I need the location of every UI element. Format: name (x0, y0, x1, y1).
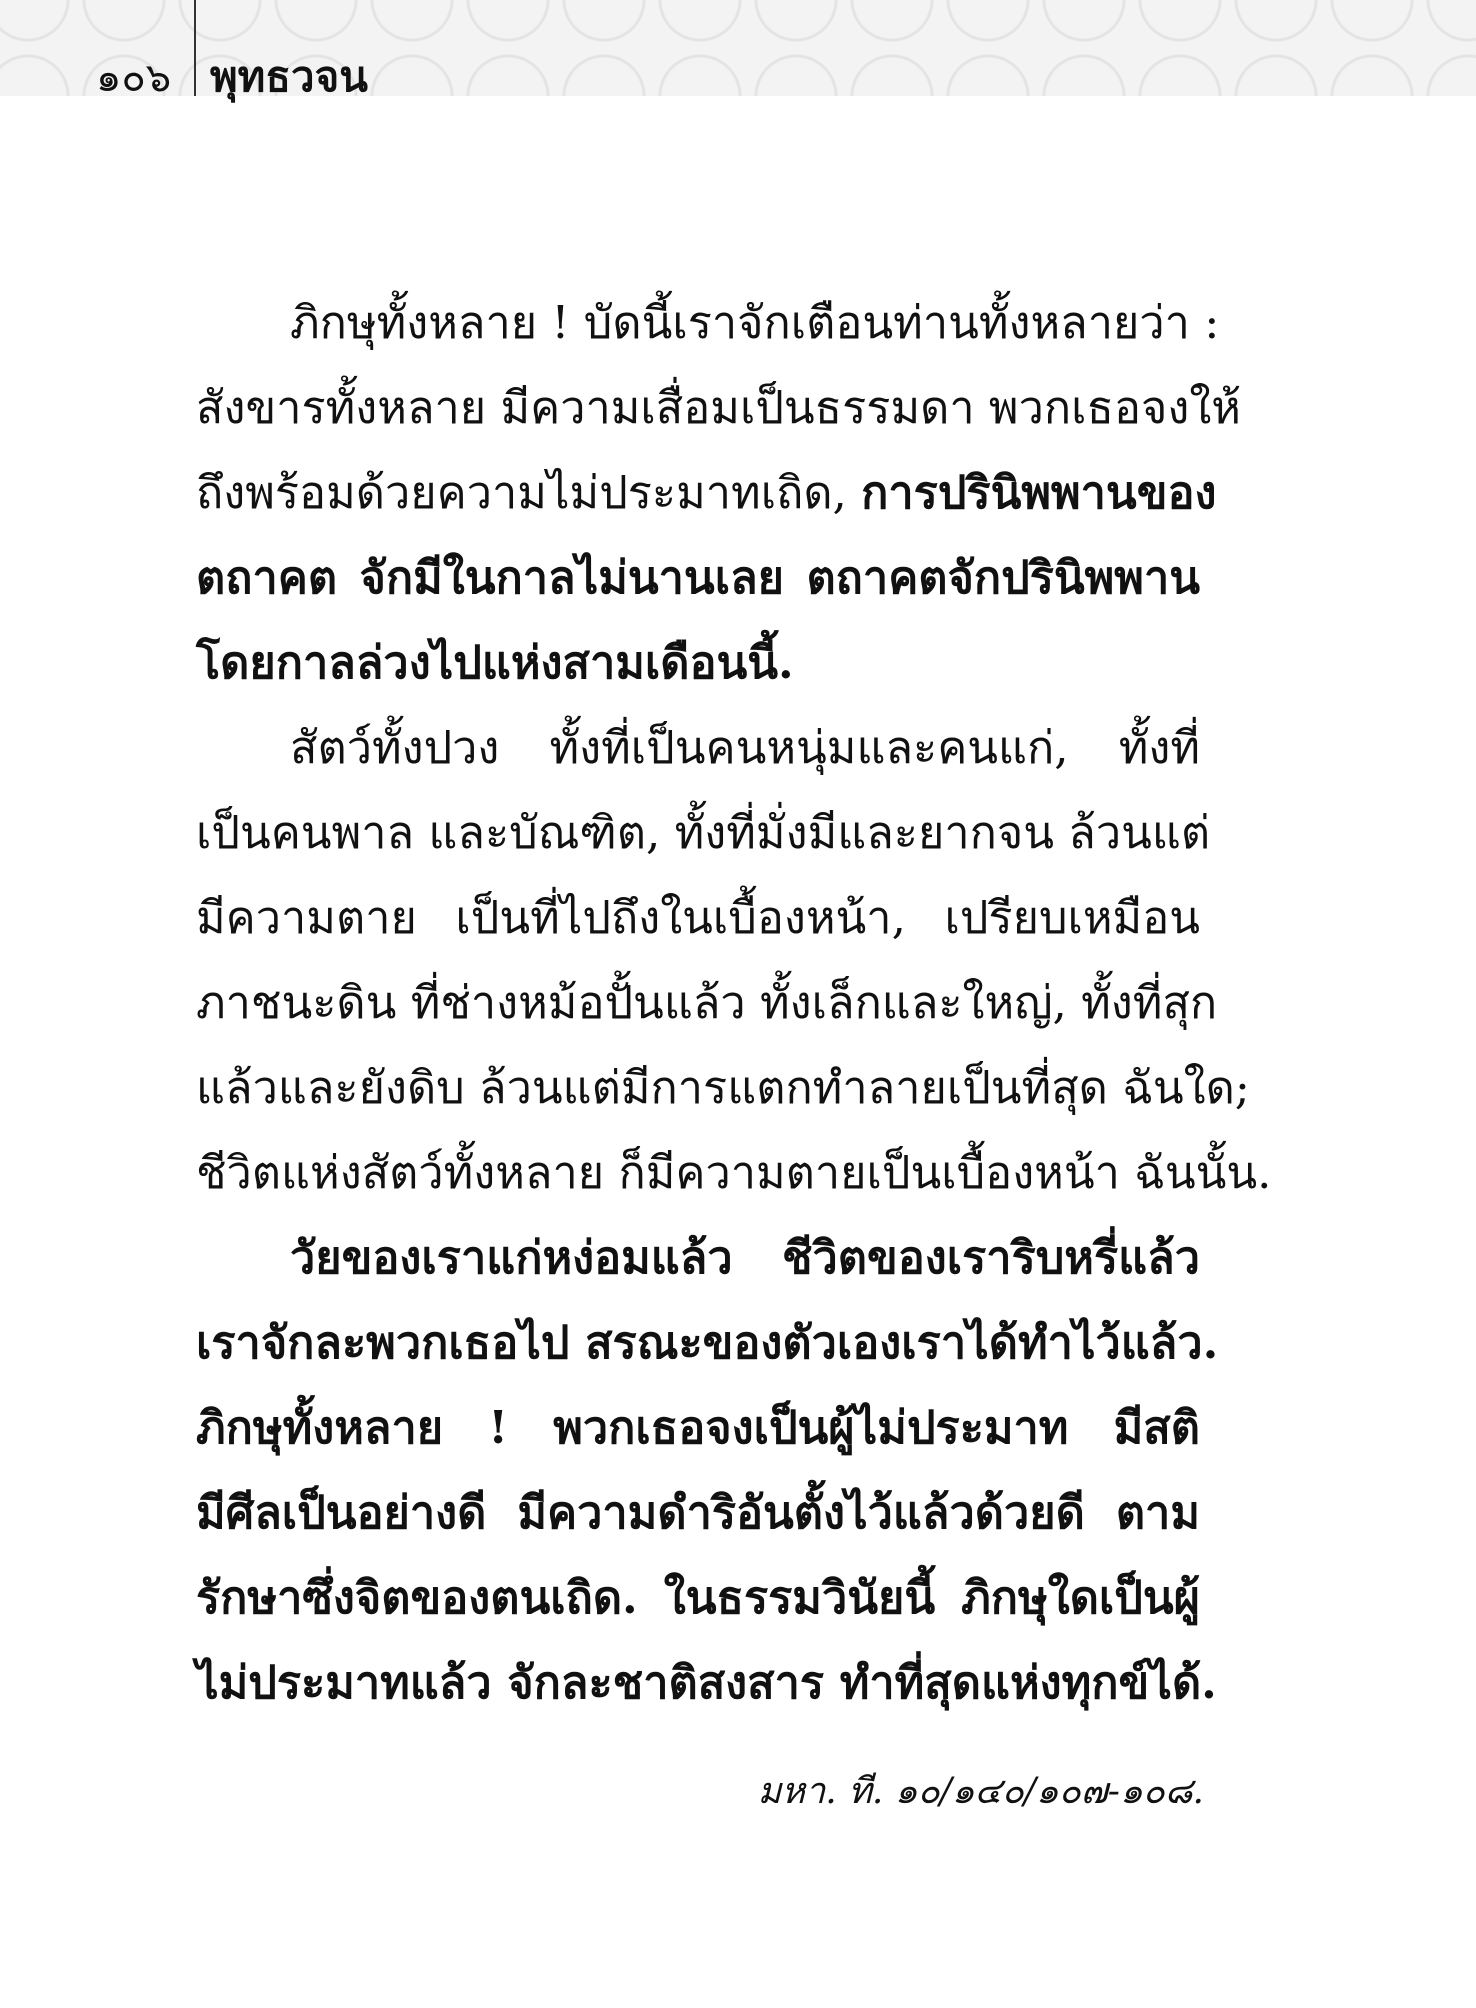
paragraph-2-line-1: สัตว์ทั้งปวง ทั้งที่เป็นคนหนุ่มและคนแก่, ทั้งที่ (290, 721, 1200, 774)
paragraph-1 (196, 280, 1241, 705)
paragraph-1-line-3-bold: การปรินิพพานของ (861, 466, 1217, 519)
paragraph-1-line-5: โดยกาลล่วงไปแห่งสามเดือนนี้. (196, 636, 794, 689)
paragraph-3-line-3: ภิกษุทั้งหลาย ! พวกเธอจงเป็นผู้ไม่ประมาท มีสติ (196, 1401, 1200, 1454)
body-text (196, 280, 1272, 1725)
paragraph-2-line-4: ภาชนะดิน ที่ช่างหม้อปั้นแล้ว ทั้งเล็กและใหญ่, ทั้งที่สุก (196, 976, 1218, 1029)
page-number: ๑๐๖ (96, 55, 172, 101)
paragraph-1-line-3-plain: ถึงพร้อมด้วยความไม่ประมาทเถิด, (196, 466, 862, 519)
paragraph-2-line-6: ชีวิตแห่งสัตว์ทั้งหลาย ก็มีความตายเป็นเบื้องหน้า ฉันนั้น. (196, 1146, 1272, 1199)
paragraph-1-line-4: ตถาคต จักมีในกาลไม่นานเลย ตถาคตจักปรินิพพาน (196, 551, 1200, 604)
paragraph-2-line-2: เป็นคนพาล และบัณฑิต, ทั้งที่มั่งมีและยากจน ล้วนแต่ (196, 806, 1211, 859)
running-title: พุทธวจน (210, 52, 368, 101)
paragraph-3-line-5: รักษาซึ่งจิตของตนเถิด. ในธรรมวินัยนี้ ภิกษุใดเป็นผู้ (196, 1571, 1200, 1624)
paragraph-2 (196, 705, 1272, 1215)
paragraph-2-line-3: มีความตาย เป็นที่ไปถึงในเบื้องหน้า, เปรียบเหมือน (196, 891, 1200, 944)
paragraph-3 (196, 1215, 1219, 1725)
paragraph-3-line-6: ไม่ประมาทแล้ว จักละชาติสงสาร ทำที่สุดแห่งทุกข์ได้. (196, 1656, 1217, 1709)
paragraph-3-line-2: เราจักละพวกเธอไป สรณะของตัวเองเราได้ทำไว้แล้ว. (196, 1316, 1219, 1369)
paragraph-1-line-2: สังขารทั้งหลาย มีความเสื่อมเป็นธรรมดา พวกเธอจงให้ (196, 381, 1241, 434)
paragraph-3-line-4: มีศีลเป็นอย่างดี มีความดำริอันตั้งไว้แล้วด้วยดี ตาม (196, 1486, 1200, 1539)
header-divider (194, 0, 196, 96)
paragraph-1-line-3 (196, 450, 1217, 535)
paragraph-1-line-1: ภิกษุทั้งหลาย ! บัดนี้เราจักเตือนท่านทั้งหลายว่า : (290, 296, 1220, 349)
citation-reference: มหา. ที. ๑๐/๑๔๐/๑๐๗-๑๐๘. (757, 1771, 1204, 1812)
paragraph-2-line-5: แล้วและยังดิบ ล้วนแต่มีการแตกทำลายเป็นที่สุด ฉันใด; (196, 1061, 1250, 1114)
paragraph-3-line-1: วัยของเราแก่หง่อมแล้ว ชีวิตของเราริบหรี่แล้ว (290, 1231, 1200, 1284)
